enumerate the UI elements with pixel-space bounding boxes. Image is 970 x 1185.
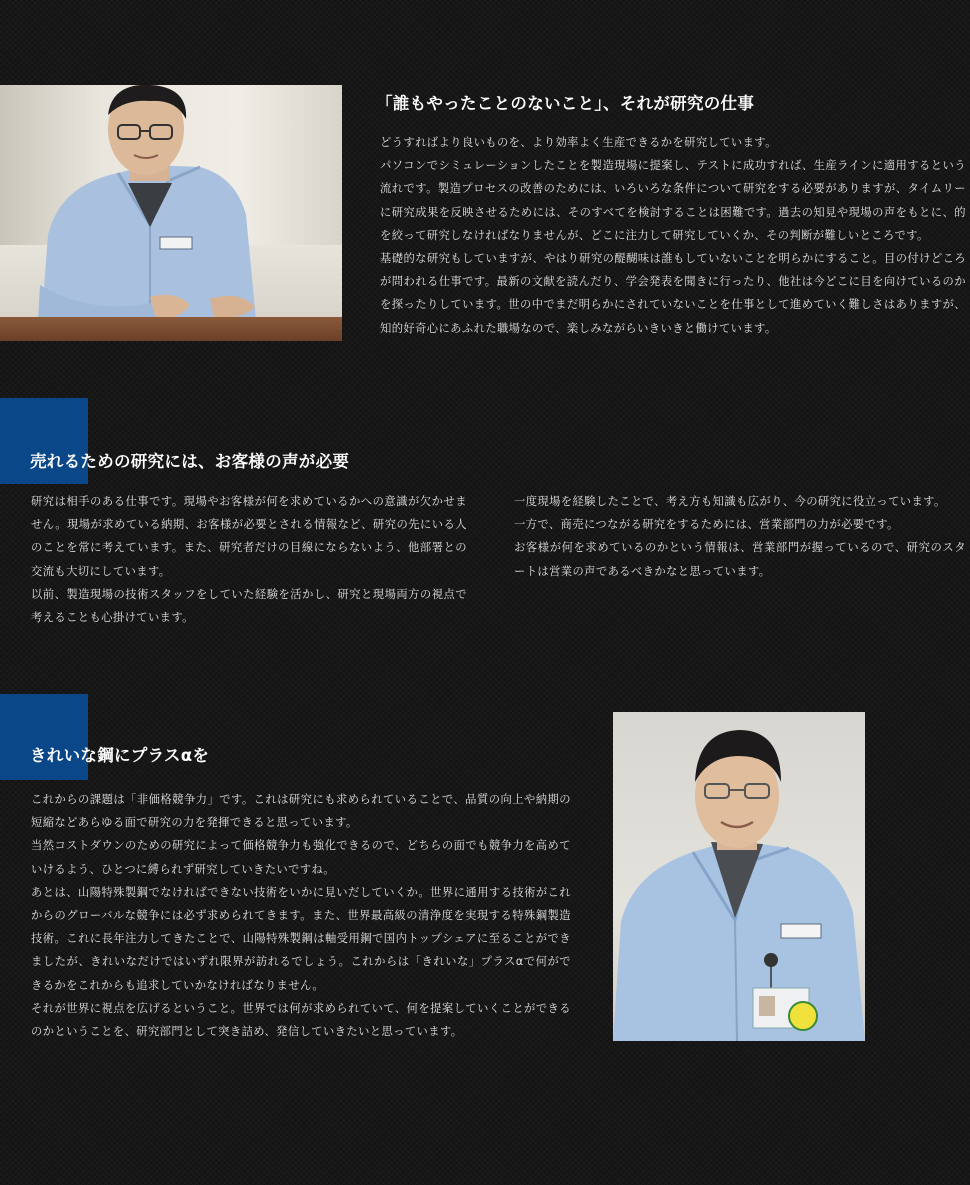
section1-paragraph: 基礎的な研究もしていますが、やはり研究の醍醐味は誰もしていないことを明らかにすること。目の付けどころが問われる仕事です。最新の文献を読んだり、学会発表を聞きに行ったり、他社は今どこに目を向けているのかを探ったりしています。世の中でまだ明らかにされていないことを仕事として進めていく難しさはありますが、知的好奇心にあふれた職場なので、楽しみながらいきいきと働けています。: [380, 252, 966, 335]
section2-left-paragraph: 研究は相手のある仕事です。現場やお客様が何を求めているかへの意識が欠かせません。現場が求めている納期、お客様が必要とされる情報など、研究の先にいる人のことを常に考えています。また、研究者だけの目線にならないよう、他部署との交流も大切にしています。: [31, 495, 467, 578]
section2-right-body: [514, 490, 966, 583]
section3-paragraph: あとは、山陽特殊製鋼でなければできない技術をいかに見いだしていくか。世界に通用する技術がこれからのグローバルな競争には必ず求められてきます。また、世界最高級の清浄度を実現する特殊鋼製造技術。これに長年注力してきたことで、山陽特殊製鋼は軸受用鋼で国内トップシェアに至ることができましたが、きれいなだけではいずれ限界が訪れるでしょう。これからは「きれいな」プラスαで何ができるかをこれからも追求していかなければなりません。: [31, 885, 571, 992]
section3-body: [31, 788, 571, 1043]
section3-paragraph: 当然コストダウンのための研究によって価格競争力も強化できるので、どちらの面でも競争力を高めていけるよう、ひとつに縛られず研究していきたいですね。: [31, 839, 571, 876]
section3-paragraph: それが世界に視点を広げるということ。世界では何が求められていて、何を提案していくことができるのかということを、研究部門として突き詰め、発信していきたいと思っています。: [31, 1001, 571, 1039]
section2-heading: 売れるための研究には、お客様の声が必要: [30, 452, 350, 471]
section3-heading: きれいな鋼にプラスαを: [30, 746, 210, 765]
section3-accent-block: [0, 694, 88, 780]
section2-left-paragraph: 以前、製造現場の技術スタッフをしていた経験を活かし、研究と現場両方の視点で考えることも心掛けています。: [31, 587, 467, 625]
researcher-seated-photo: [0, 85, 342, 341]
section3-paragraph: これからの課題は「非価格競争力」です。これは研究にも求められていることで、品質の向上や納期の短縮などあらゆる面で研究の力を発揮できると思っています。: [31, 793, 571, 830]
researcher-standing-photo: [613, 712, 865, 1041]
section2-left-body: [31, 490, 467, 629]
section1-body: [380, 131, 966, 340]
section1-heading: 「誰もやったことのないこと」、それが研究の仕事: [376, 94, 755, 113]
section2-right-paragraph: お客様が何を求めているのかという情報は、営業部門が握っているので、研究のスタートは営業の声であるべきかなと思っています。: [514, 541, 966, 578]
section1-paragraph: パソコンでシミュレーションしたことを製造現場に提案し、テストに成功すれば、生産ラインに適用するという流れです。製造プロセスの改善のためには、いろいろな条件について研究をする必要がありますが、タイムリーに研究成果を反映させるためには、そのすべてを検討することは困難です。過去の知見や現場の声をもとに、的を絞って研究しなければなりませんが、どこに注力して研究していくか、その判断が難しいところです。: [380, 159, 966, 242]
section2-right-paragraph: 一方で、商売につながる研究をするためには、営業部門の力が必要です。: [514, 518, 899, 532]
section2-right-paragraph: 一度現場を経験したことで、考え方も知識も広がり、今の研究に役立っています。: [514, 495, 946, 508]
section1-paragraph: どうすればより良いものを、より効率よく生産できるかを研究しています。: [380, 136, 777, 149]
